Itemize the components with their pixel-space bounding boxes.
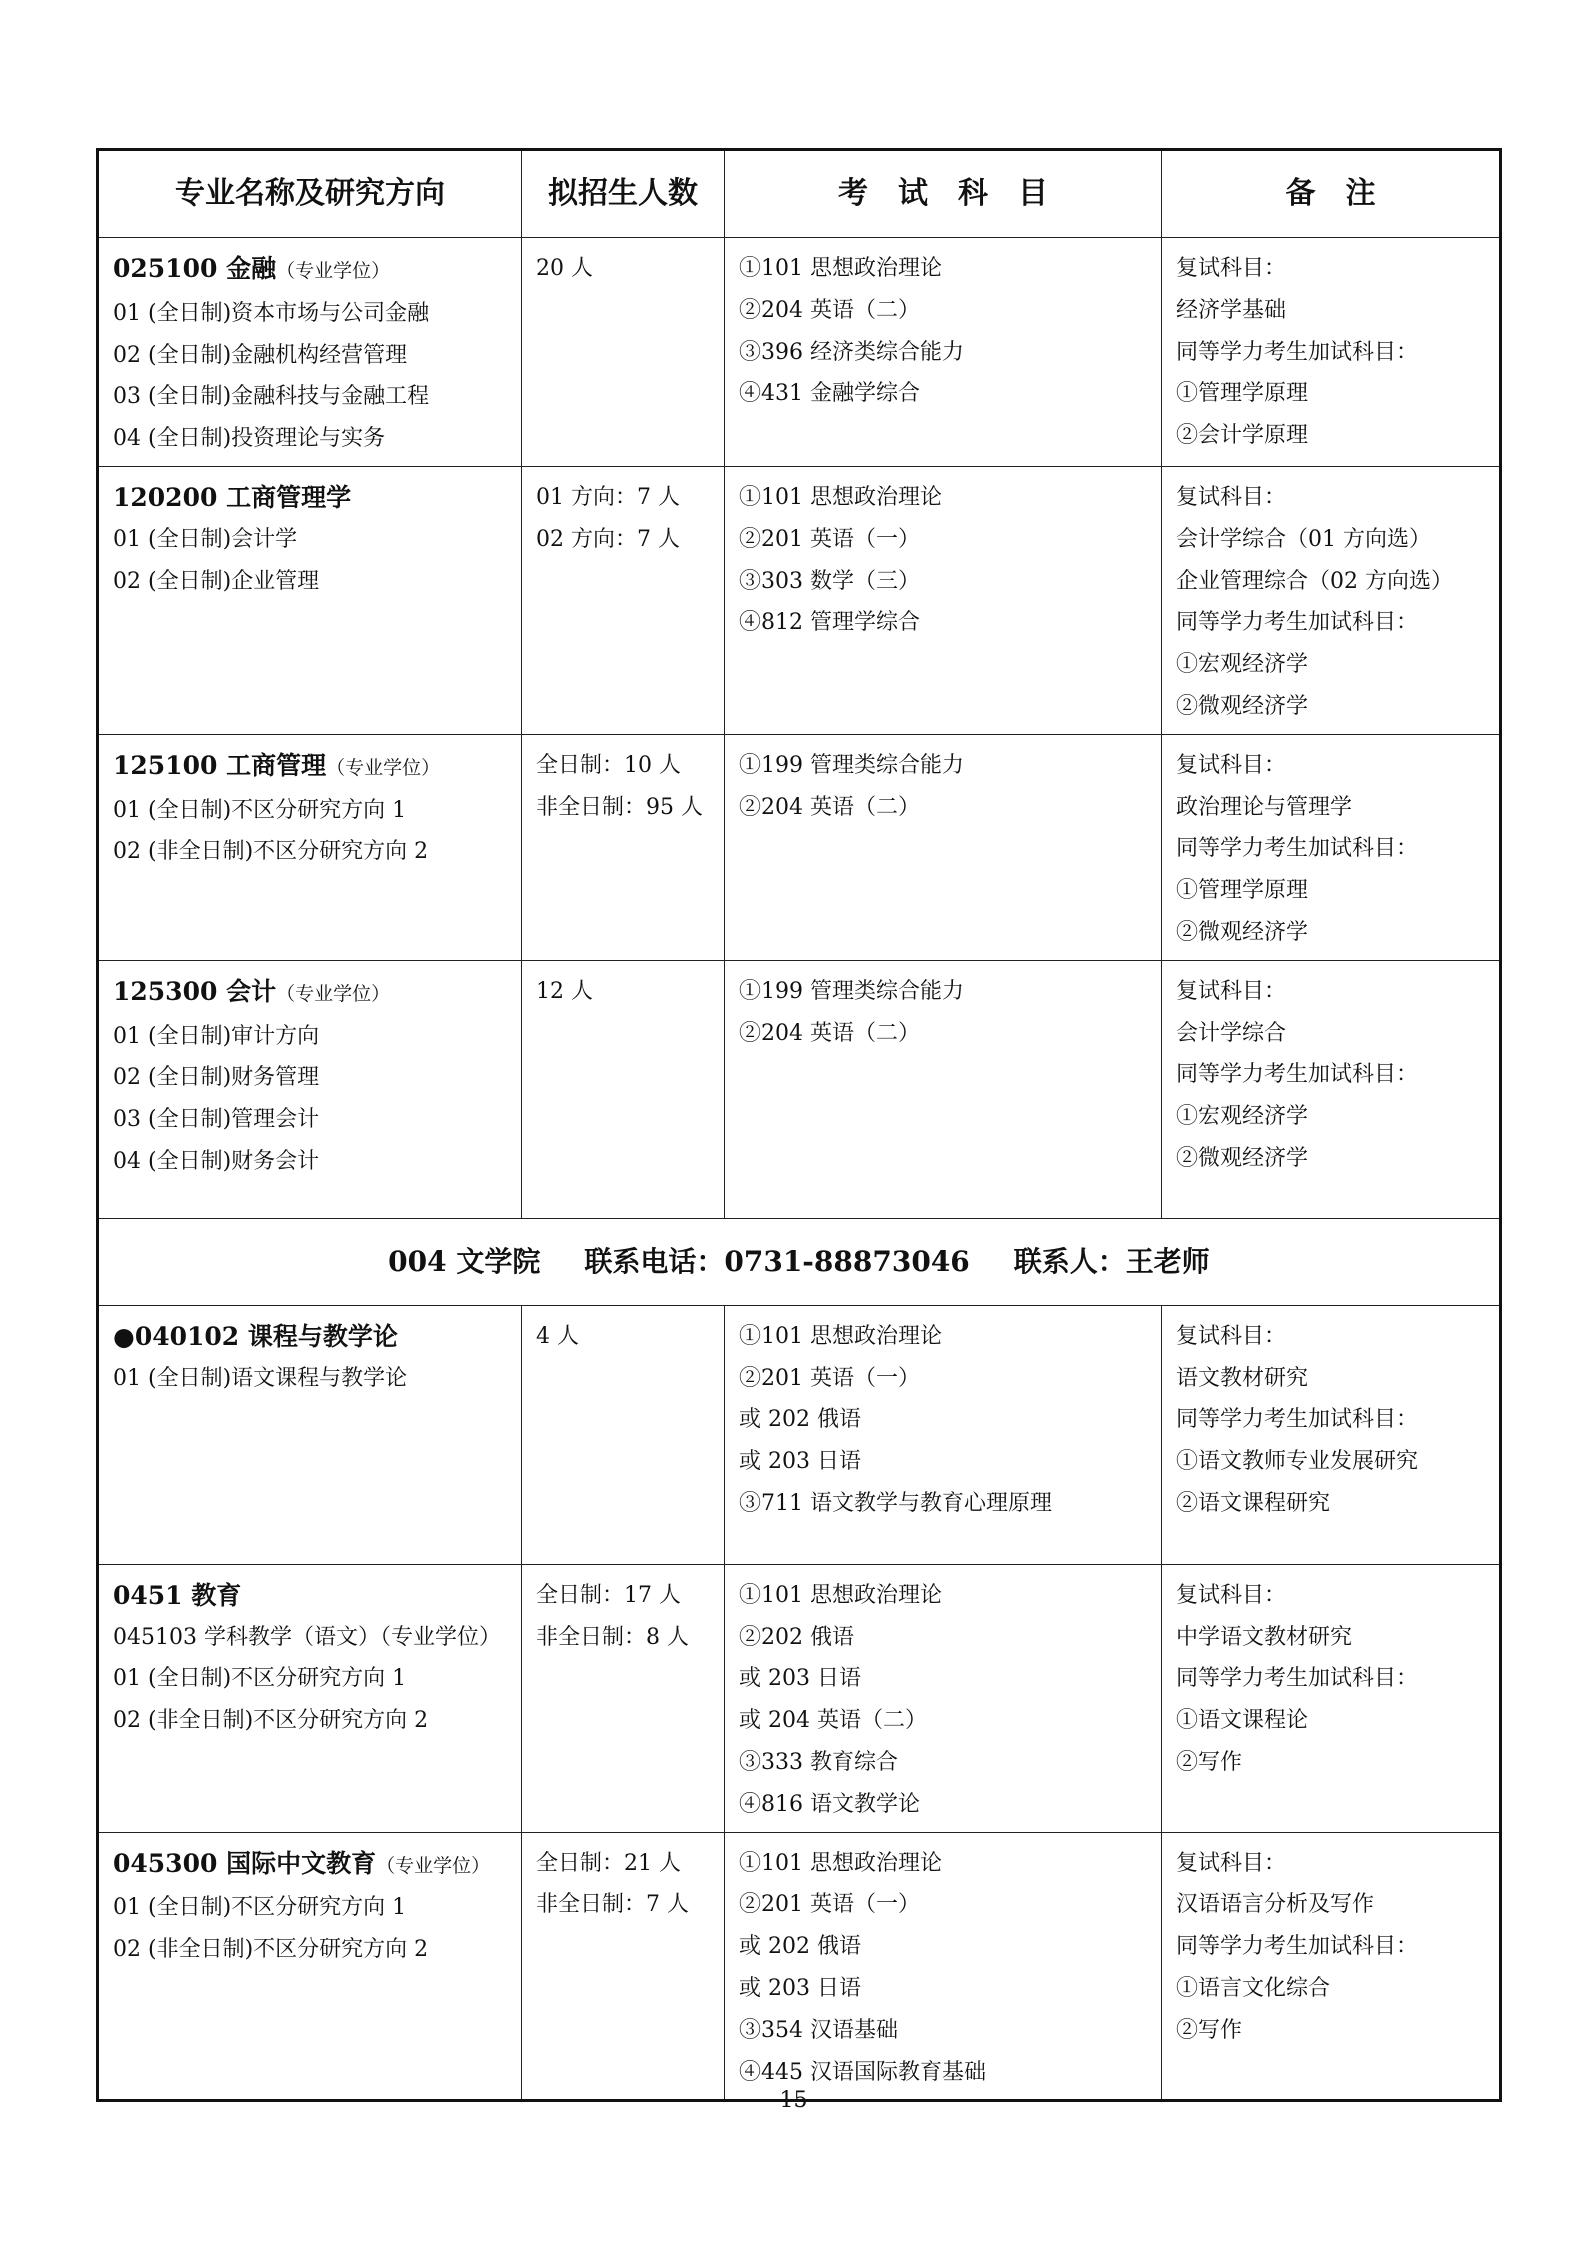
note-line: 汉语语言分析及写作 [1176, 1892, 1375, 1918]
subjects-cell [725, 238, 1162, 467]
subjects-cell [725, 960, 1162, 1218]
degree-tag: （专业学位） [376, 1854, 491, 1877]
header-subjects: 考 试 科 目 [725, 150, 1162, 238]
exam-subject: ①101 思想政治理论 [739, 1850, 942, 1876]
quota-cell [522, 1832, 725, 2101]
research-direction: 01 (全日制)不区分研究方向 1 [113, 797, 407, 823]
note-line: 复试科目： [1176, 484, 1287, 510]
subjects-cell [725, 466, 1162, 734]
exam-subject: ②201 英语（一） [739, 526, 920, 552]
quota-text: 非全日制：8 人 [536, 1624, 689, 1650]
note-line: 复试科目： [1176, 978, 1287, 1004]
major-name: 0451 教育 [113, 1580, 242, 1610]
quota-text: 全日制：21 人 [536, 1850, 681, 1876]
exam-subject: ③711 语文教学与教育心理原理 [739, 1490, 1052, 1516]
table-row [98, 960, 1501, 1218]
note-line: 同等学力考生加试科目： [1176, 339, 1419, 365]
major-cell [98, 1305, 522, 1564]
header-row [98, 150, 1501, 238]
major-cell [98, 1564, 522, 1832]
quota-cell [522, 734, 725, 960]
note-line: 经济学基础 [1176, 297, 1287, 323]
exam-subject: ②201 英语（一） [739, 1365, 920, 1391]
research-direction: 03 (全日制)管理会计 [113, 1107, 320, 1133]
note-line: 同等学力考生加试科目： [1176, 1407, 1419, 1433]
exam-subject: ①199 管理类综合能力 [739, 752, 964, 778]
note-line: ①管理学原理 [1176, 381, 1309, 407]
table-row [98, 1305, 1501, 1564]
major-title [113, 971, 507, 1016]
exam-subject: ①101 思想政治理论 [739, 256, 942, 281]
major-title [113, 248, 507, 293]
note-line: 复试科目： [1176, 1850, 1287, 1876]
note-line: 政治理论与管理学 [1176, 794, 1353, 820]
subjects-cell [725, 1832, 1162, 2101]
table-row [98, 238, 1501, 467]
department-contact: 联系人：王老师 [1013, 1244, 1210, 1278]
exam-subject: ④431 金融学综合 [739, 381, 920, 407]
subjects-cell [725, 1305, 1162, 1564]
exam-subject: ②204 英语（二） [739, 297, 920, 323]
exam-subject: ①101 思想政治理论 [739, 1323, 942, 1349]
degree-tag: （专业学位） [326, 756, 441, 779]
note-line: 会计学综合 [1176, 1020, 1287, 1046]
note-line: 同等学力考生加试科目： [1176, 1062, 1419, 1088]
major-title [113, 1843, 507, 1888]
note-line: ②写作 [1176, 2017, 1243, 2043]
quota-text: 12 人 [536, 978, 593, 1004]
exam-subject: ④816 语文教学论 [739, 1791, 920, 1817]
quota-text: 4 人 [536, 1323, 579, 1349]
quota-text: 01 方向：7 人 [536, 484, 680, 510]
research-direction: 02 (全日制)企业管理 [113, 568, 320, 594]
major-name: 025100 金融 [113, 254, 277, 283]
major-title [113, 745, 507, 790]
degree-tag: （专业学位） [276, 260, 391, 282]
note-line: 同等学力考生加试科目： [1176, 610, 1419, 636]
quota-cell [522, 1564, 725, 1832]
note-line: 复试科目： [1176, 256, 1287, 281]
exam-subject: ②204 英语（二） [739, 794, 920, 820]
table-row [98, 466, 1501, 734]
notes-cell [1162, 466, 1501, 734]
table-row [98, 734, 1501, 960]
major-cell [98, 466, 522, 734]
table-row [98, 1832, 1501, 2101]
note-line: 同等学力考生加试科目： [1176, 1934, 1419, 1960]
admissions-table [96, 148, 1502, 2102]
research-direction: 02 (全日制)金融机构经营管理 [113, 342, 408, 368]
exam-subject: ②204 英语（二） [739, 1020, 920, 1046]
notes-cell [1162, 960, 1501, 1218]
research-direction: 01 (全日制)审计方向 [113, 1023, 320, 1049]
department-phone: 联系电话：0731-88873046 [584, 1244, 970, 1278]
note-line: ②语文课程研究 [1176, 1490, 1331, 1516]
research-direction: 02 (全日制)财务管理 [113, 1065, 320, 1091]
note-line: 企业管理综合（02 方向选） [1176, 568, 1453, 594]
exam-subject: 或 203 日语 [739, 1449, 861, 1475]
major-title [113, 1575, 507, 1617]
quota-text: 02 方向：7 人 [536, 526, 680, 552]
major-cell [98, 734, 522, 960]
research-direction: 04 (全日制)财务会计 [113, 1148, 320, 1174]
exam-subject: ①101 思想政治理论 [739, 484, 942, 510]
note-line: 语文教材研究 [1176, 1365, 1309, 1391]
major-name: 120200 工商管理学 [113, 482, 352, 512]
table-body-literature [98, 1305, 1501, 2101]
exam-subject: ④445 汉语国际教育基础 [739, 2059, 986, 2085]
major-name: 125300 会计 [113, 976, 277, 1006]
research-direction: 02 (非全日制)不区分研究方向 2 [113, 839, 429, 865]
header-major: 专业名称及研究方向 [98, 150, 522, 238]
quota-text: 全日制：17 人 [536, 1582, 681, 1608]
quota-cell [522, 466, 725, 734]
page-number: 15 [779, 2088, 808, 2113]
note-line: ②微观经济学 [1176, 919, 1309, 945]
header-quota: 拟招生人数 [522, 150, 725, 238]
research-direction: 01 (全日制)不区分研究方向 1 [113, 1895, 407, 1921]
major-subtitle: 045103 学科教学（语文）（专业学位） [113, 1624, 501, 1650]
note-line: ①语言文化综合 [1176, 1975, 1331, 2001]
table-body-business [98, 238, 1501, 1219]
table-row [98, 1564, 1501, 1832]
note-line: ①语文课程论 [1176, 1708, 1309, 1734]
quota-cell [522, 960, 725, 1218]
department-name: 004 文学院 [388, 1244, 541, 1278]
research-direction: 01 (全日制)不区分研究方向 1 [113, 1666, 407, 1692]
research-direction: 01 (全日制)资本市场与公司金融 [113, 300, 430, 326]
note-line: ②写作 [1176, 1749, 1243, 1775]
exam-subject: ③354 汉语基础 [739, 2017, 898, 2043]
note-line: ②微观经济学 [1176, 1145, 1309, 1171]
research-direction: 03 (全日制)金融科技与金融工程 [113, 384, 430, 410]
note-line: ②会计学原理 [1176, 423, 1309, 449]
major-cell [98, 960, 522, 1218]
note-line: ①宏观经济学 [1176, 652, 1309, 678]
exam-subject: 或 202 俄语 [739, 1407, 861, 1433]
header-notes: 备 注 [1162, 150, 1501, 238]
note-line: ②微观经济学 [1176, 693, 1309, 719]
note-line: 复试科目： [1176, 1323, 1287, 1349]
note-line: 会计学综合（01 方向选） [1176, 526, 1431, 552]
major-name: 125100 工商管理 [113, 750, 327, 780]
exam-subject: ③303 数学（三） [739, 568, 920, 594]
exam-subject: 或 203 日语 [739, 1975, 861, 2001]
notes-cell [1162, 238, 1501, 467]
note-line: ①语文教师专业发展研究 [1176, 1449, 1419, 1475]
research-direction: 02 (非全日制)不区分研究方向 2 [113, 1937, 429, 1963]
quota-cell [522, 238, 725, 467]
exam-subject: 或 204 英语（二） [739, 1708, 927, 1734]
exam-subject: ①199 管理类综合能力 [739, 978, 964, 1004]
major-cell [98, 1832, 522, 2101]
exam-subject: ④812 管理学综合 [739, 610, 920, 636]
note-line: ①宏观经济学 [1176, 1104, 1309, 1130]
quota-text: 20 人 [536, 256, 593, 281]
exam-subject: ③333 教育综合 [739, 1749, 898, 1775]
notes-cell [1162, 1832, 1501, 2101]
department-banner [98, 1218, 1501, 1305]
major-cell [98, 238, 522, 467]
exam-subject: ②201 英语（一） [739, 1892, 920, 1918]
research-direction: 01 (全日制)会计学 [113, 526, 298, 552]
exam-subject: 或 203 日语 [739, 1666, 861, 1692]
major-name: 045300 国际中文教育 [113, 1848, 377, 1878]
quota-cell [522, 1305, 725, 1564]
subjects-cell [725, 1564, 1162, 1832]
quota-text: 非全日制：7 人 [536, 1892, 689, 1918]
exam-subject: ③396 经济类综合能力 [739, 339, 964, 365]
research-direction: 01 (全日制)语文课程与教学论 [113, 1365, 408, 1391]
quota-text: 非全日制：95 人 [536, 794, 703, 820]
major-name: ●040102 课程与教学论 [113, 1321, 398, 1351]
research-direction: 02 (非全日制)不区分研究方向 2 [113, 1708, 429, 1734]
exam-subject: 或 202 俄语 [739, 1934, 861, 1960]
note-line: 中学语文教材研究 [1176, 1624, 1353, 1650]
major-title [113, 1316, 507, 1358]
note-line: 同等学力考生加试科目： [1176, 1666, 1419, 1692]
department-section [98, 1218, 1501, 1305]
exam-subject: ②202 俄语 [739, 1624, 854, 1650]
note-line: ①管理学原理 [1176, 878, 1309, 904]
quota-text: 全日制：10 人 [536, 752, 681, 778]
note-line: 复试科目： [1176, 1582, 1287, 1608]
notes-cell [1162, 1305, 1501, 1564]
research-direction: 04 (全日制)投资理论与实务 [113, 426, 386, 452]
major-title [113, 477, 507, 519]
notes-cell [1162, 734, 1501, 960]
department-row [98, 1218, 1501, 1305]
exam-subject: ①101 思想政治理论 [739, 1582, 942, 1608]
notes-cell [1162, 1564, 1501, 1832]
degree-tag: （专业学位） [276, 982, 391, 1005]
note-line: 复试科目： [1176, 752, 1287, 778]
subjects-cell [725, 734, 1162, 960]
note-line: 同等学力考生加试科目： [1176, 836, 1419, 862]
